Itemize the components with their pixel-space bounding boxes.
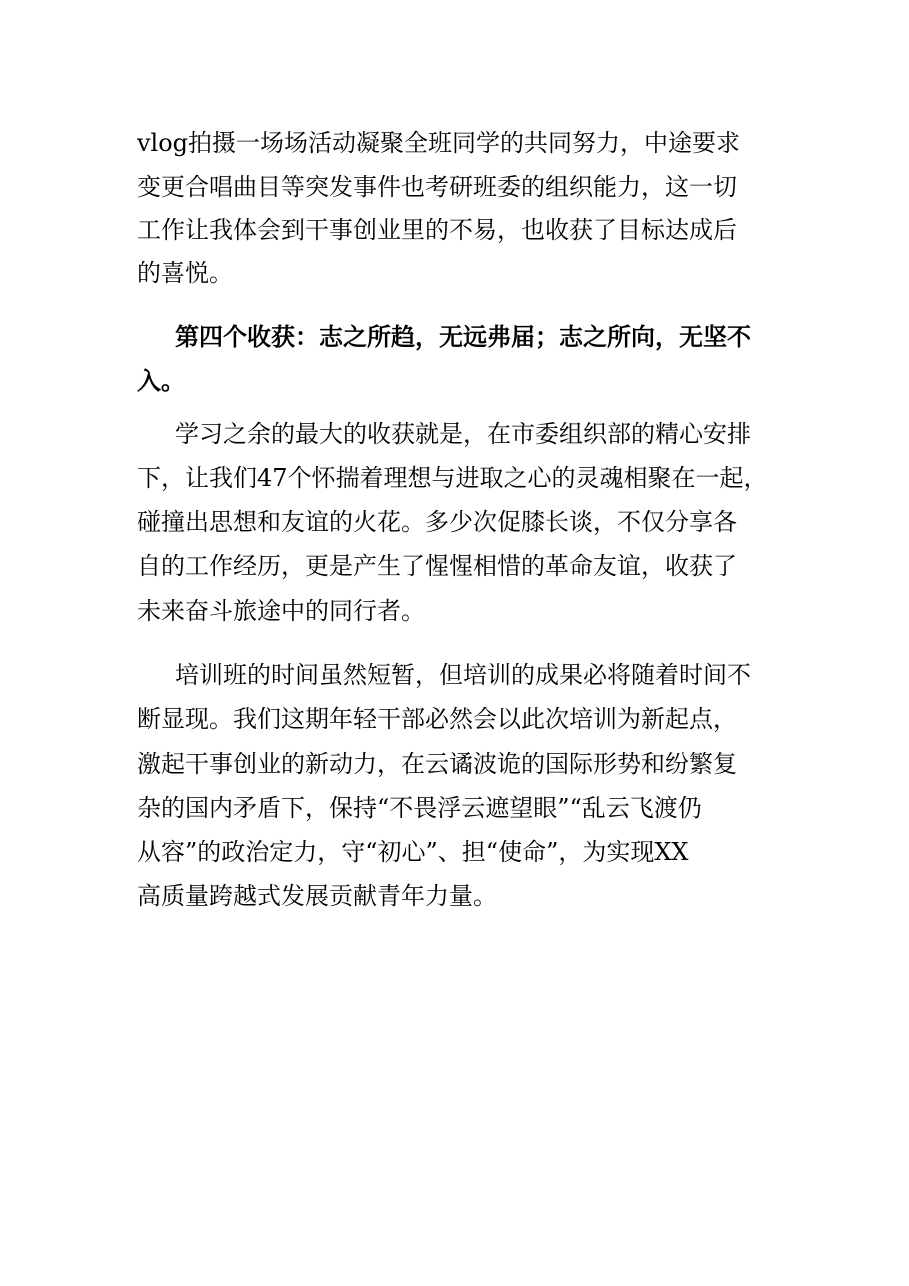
paragraph-3-line-2: 下，让我们47个怀揣着理想与进取之心的灵魂相聚在一起， bbox=[137, 464, 768, 492]
paragraph-1-line-1: vlog拍摄一场场活动凝聚全班同学的共同努力，中途要求 bbox=[137, 129, 741, 157]
paragraph-3-line-4: 自的工作经历，更是产生了惺惺相惜的革命友谊，收获了 bbox=[137, 552, 737, 580]
paragraph-4-line-5: 从容”的政治定力，守“初心”、担“使命”，为实现XX bbox=[137, 838, 689, 866]
section-heading-line-2: 入。 bbox=[137, 366, 185, 395]
paragraph-4-line-1: 培训班的时间虽然短暂，但培训的成果必将随着时间不 bbox=[175, 661, 751, 689]
paragraph-4-line-3: 激起干事创业的新动力，在云谲波诡的国际形势和纷繁复 bbox=[137, 750, 737, 778]
paragraph-3-line-5: 未来奋斗旅途中的同行者。 bbox=[137, 597, 425, 625]
paragraph-3-line-3: 碰撞出思想和友谊的火花。多少次促膝长谈，不仅分享各 bbox=[137, 508, 737, 536]
paragraph-1-line-3: 工作让我体会到干事创业里的不易，也收获了目标达成后 bbox=[137, 216, 737, 244]
paragraph-4-line-2: 断显现。我们这期年轻干部必然会以此次培训为新起点， bbox=[137, 705, 737, 733]
paragraph-3-line-1: 学习之余的最大的收获就是，在市委组织部的精心安排 bbox=[175, 420, 751, 448]
paragraph-4-line-4: 杂的国内矛盾下，保持“不畏浮云遮望眼”“乱云飞渡仍 bbox=[137, 794, 702, 822]
paragraph-1-line-4: 的喜悦。 bbox=[137, 259, 233, 287]
paragraph-1-line-2: 变更合唱曲目等突发事件也考研班委的组织能力，这一切 bbox=[137, 173, 737, 201]
section-heading-line-1: 第四个收获：志之所趋，无远弗届；志之所向，无坚不 bbox=[175, 322, 751, 351]
paragraph-4-line-6: 高质量跨越式发展贡献青年力量。 bbox=[137, 882, 497, 910]
